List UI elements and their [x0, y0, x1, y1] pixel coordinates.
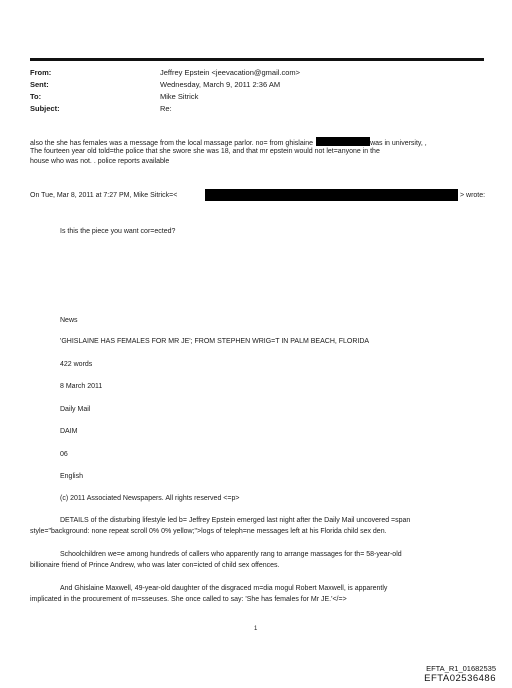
reply-line-1-start: also the she has females was a message from the local massage parlor. no= from ghislaine: [30, 140, 314, 147]
subject-value: Re:: [160, 104, 172, 113]
header-rule: [30, 58, 484, 61]
subject-label: Subject:: [30, 104, 60, 113]
paragraph-3-line-1: And Ghislaine Maxwell, 49-year-old daughter of the disgraced m=dia mogul Robert Maxwell, is apparently: [60, 585, 388, 592]
word-count: 422 words: [60, 361, 93, 368]
section-news: News: [60, 317, 78, 324]
language: English: [60, 473, 83, 480]
redaction-bar: [205, 189, 458, 201]
paragraph-1-line-1: DETAILS of the disturbing lifestyle led b= Jeffrey Epstein emerged last night after the Daily Mail uncovered =span: [60, 517, 411, 524]
sent-label: Sent:: [30, 80, 49, 89]
edition-number: 06: [60, 451, 68, 458]
redaction-box: [316, 137, 370, 146]
copyright: (c) 2011 Associated Newspapers. All rights reserved <=p>: [60, 495, 240, 502]
reply-line-3: house who was not. . police reports available: [30, 158, 170, 165]
question-line: Is this the piece you want cor=ected?: [60, 228, 176, 235]
footer-id-2: EFTA02536486: [424, 673, 496, 684]
reply-line-1-end: was in university, ,: [370, 140, 427, 147]
to-label: To:: [30, 92, 42, 101]
quote-wrote: > wrote:: [460, 192, 486, 199]
footer-id-1: EFTA_R1_01682535: [426, 664, 496, 673]
article-headline: 'GHISLAINE HAS FEMALES FOR MR JE'; FROM STEPHEN WRIG=T IN PALM BEACH, FLORIDA: [60, 338, 370, 345]
from-value: Jeffrey Epstein <jeevacation@gmail.com>: [160, 68, 301, 77]
article-date: 8 March 2011: [60, 383, 103, 390]
page-number: 1: [254, 626, 258, 632]
paragraph-2-line-1: Schoolchildren we=e among hundreds of callers who apparently rang to arrange massages for th= 58-year-old: [60, 551, 402, 558]
reply-line-2: The fourteen year old told=the police that she swore she was 18, and that mr epstein would not let=anyone in the: [30, 148, 380, 155]
from-label: From:: [30, 68, 52, 77]
paragraph-3-line-2: implicated in the procurement of m=sseuses. She once called to say: 'She has females for Mr JE.'</=>: [30, 596, 347, 603]
paragraph-2-line-2: billionaire friend of Prince Andrew, who was later con=icted of child sex offences.: [30, 562, 280, 569]
publication: Daily Mail: [60, 406, 91, 413]
paragraph-1-line-2: style="background: none repeat scroll 0% 0% yellow;">logs of teleph=ne messages left at his Florida child sex den.: [30, 528, 387, 535]
to-value: Mike Sitrick: [160, 92, 199, 101]
quote-intro: On Tue, Mar 8, 2011 at 7:27 PM, Mike Sitrick=<: [30, 192, 178, 199]
publication-code: DAIM: [60, 428, 78, 435]
sent-value: Wednesday, March 9, 2011 2:36 AM: [160, 80, 281, 89]
